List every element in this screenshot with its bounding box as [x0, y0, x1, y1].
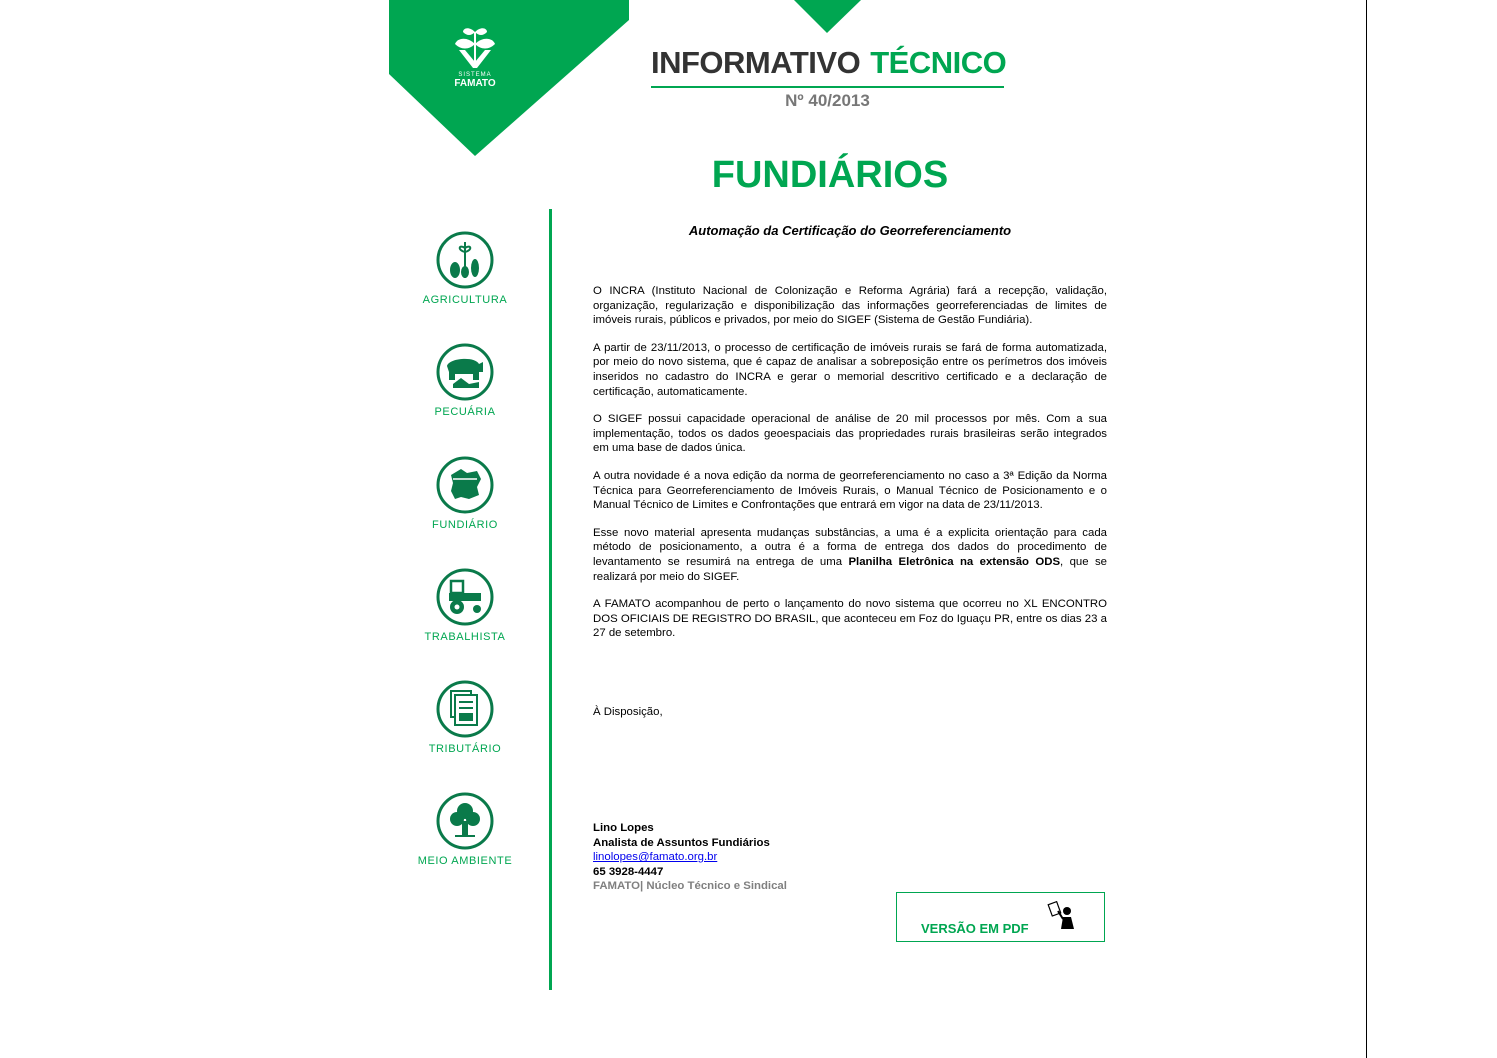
paragraph-6: A FAMATO acompanhou de perto o lançamento do novo sistema que ocorreu no XL ENCONTRO DOS OFICIAIS DE REGISTRO DO BRASIL, que aconteceu em Foz do Iguaçu PR, entre os dias 23 a 27 de setembro. [593, 598, 1107, 640]
famato-logo [440, 24, 510, 89]
sidebar-item-trabalhista[interactable] [405, 567, 525, 643]
paragraph-5 [593, 526, 1107, 584]
paragraph-2: A partir de 23/11/2013, o processo de certificação de imóveis rurais se fará de forma automatizada, por meio do novo sistema, que é capaz de analisar a sobreposição entre os perímetros dos imóveis inseridos no cadastro do INCRA e gerar o memorial descritivo certificado e a declaração de certificação, automaticamente. [593, 341, 1107, 398]
title-part2: TÉCNICO [870, 45, 1007, 80]
map-icon [435, 455, 495, 515]
signature-phone: 65 3928-4447 [593, 865, 664, 878]
sidebar-item-label: TRIBUTÁRIO [428, 743, 502, 755]
informativo-title [651, 45, 1007, 81]
tractor-icon [435, 567, 495, 627]
tree-icon [435, 791, 495, 851]
signature-name: Lino Lopes [593, 822, 654, 834]
sidebar-item-tributario[interactable] [405, 679, 525, 755]
article-subtitle: Automação da Certificação do Georreferenciamento [688, 223, 1012, 238]
pdf-version-label: VERSÃO EM PDF [921, 921, 1029, 936]
vertical-divider [549, 209, 552, 990]
signature-org: FAMATO| Núcleo Técnico e Sindical [593, 880, 787, 893]
sidebar-item-label: TRABALHISTA [424, 631, 506, 643]
paragraph-5-bold: Planilha Eletrônica na extensão ODS [848, 555, 1061, 568]
paragraph-5-end: , que se realizará por meio do SIGEF. [593, 555, 1107, 583]
article-body [593, 284, 1107, 654]
paragraph-4: A outra novidade é a nova edição da norma de georreferenciamento no caso a 3ª Edição da Norma Técnica para Georreferenciamento de Imóveis Rurais, o Manual Técnico de Posicionamento e o Manual Técnico de Limites e Confrontações que entrará em vigor na data de 23/11/2013. [593, 469, 1107, 512]
sidebar-item-agricultura[interactable] [405, 230, 525, 306]
sidebar-item-label: PECUÁRIA [434, 406, 496, 418]
paragraph-3: O SIGEF possui capacidade operacional de análise de 20 mil processos por mês. Com a sua implementação, todos os dados geoespaciais das propriedades rurais brasileiras serão integrados em uma base de dados única. [593, 413, 1107, 455]
logo-sistema-text: SISTEMA [458, 72, 492, 78]
logo-name-text: FAMATO [454, 78, 496, 89]
plant-icon [435, 230, 495, 290]
title-underline [651, 86, 1004, 88]
sidebar-item-label: MEIO AMBIENTE [417, 855, 513, 867]
signature-block [593, 821, 787, 894]
page-title: FUNDIÁRIOS [711, 154, 949, 196]
sidebar-item-fundiario[interactable] [405, 455, 525, 531]
signature-role: Analista de Assuntos Fundiários [593, 836, 770, 849]
documents-icon [435, 679, 495, 739]
header-small-triangle [794, 0, 861, 33]
sidebar-item-label: AGRICULTURA [422, 294, 508, 306]
cattle-icon [435, 342, 495, 402]
pdf-version-button[interactable] [896, 892, 1105, 942]
reader-icon [1047, 901, 1079, 933]
issue-number: Nº 40/2013 [785, 91, 870, 110]
paragraph-5-start: Esse novo material apresenta mudanças substâncias, a uma é a explicita orientação para cada método de posicionamento, a outra é a forma de entrega dos dados do procedimento de levantamento se resumirá na entrega de uma [593, 526, 1107, 568]
paragraph-1: O INCRA (Instituto Nacional de Colonização e Reforma Agrária) fará a recepção, validação, organização, regularização e disponibilização das informações georreferenciadas de limites de imóveis rurais, públicos e privados, por meio do SIGEF (Sistema de Gestão Fundiária). [593, 285, 1107, 327]
sidebar-item-meio-ambiente[interactable] [405, 791, 525, 867]
sidebar-item-label: FUNDIÁRIO [432, 519, 498, 531]
signature-email-link[interactable]: linolopes@famato.org.br [593, 851, 718, 864]
title-part1: INFORMATIVO [651, 45, 861, 80]
page-edge-line [1366, 0, 1367, 1058]
closing-text: À Disposição, [593, 706, 663, 718]
famato-leaf-icon [449, 24, 501, 70]
sidebar-item-pecuaria[interactable] [405, 342, 525, 418]
